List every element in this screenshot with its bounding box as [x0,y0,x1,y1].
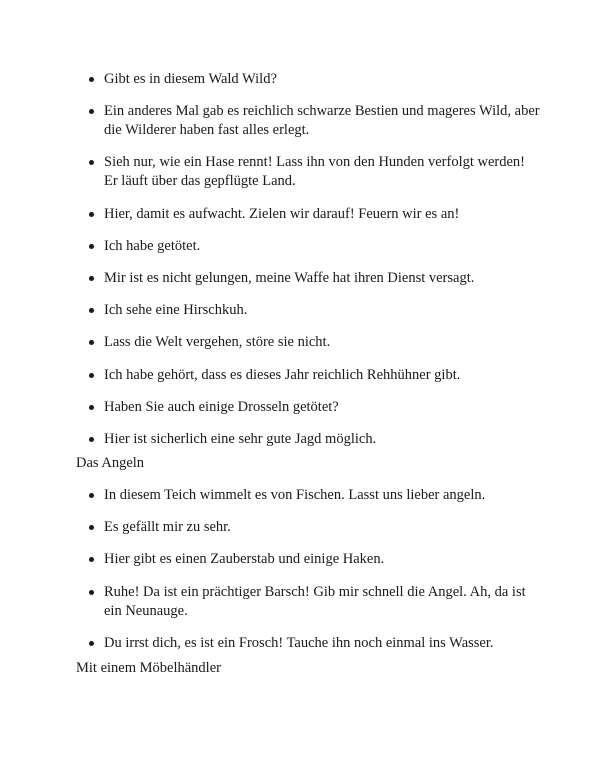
list-item [76,70,540,89]
list-item [76,205,540,224]
bullet-icon [89,340,94,345]
list-item [76,366,540,385]
bullet-icon [89,405,94,410]
bullet-icon [89,308,94,313]
bullet-icon [89,557,94,562]
phrase-list-hunting [0,70,600,462]
list-item-text: Es gefällt mir zu sehr. [104,519,231,536]
list-item [76,153,540,191]
list-item [76,430,540,449]
list-item [76,269,540,288]
list-item-text: Haben Sie auch einige Drosseln getötet? [104,398,339,415]
list-item [76,518,540,537]
list-item-text: Du irrst dich, es ist ein Frosch! Tauche ihn noch einmal ins Wasser. [104,634,494,651]
bullet-icon [89,373,94,378]
phrase-list-fishing [0,486,600,666]
list-item-text: Ich habe gehört, dass es dieses Jahr reichlich Rehhühner gibt. [104,366,461,383]
bullet-icon [89,276,94,281]
list-item [76,550,540,569]
bullet-icon [89,77,94,82]
list-item-text: Mir ist es nicht gelungen, meine Waffe hat ihren Dienst versagt. [104,269,475,286]
list-item-text: Ruhe! Da ist ein prächtiger Barsch! Gib mir schnell die Angel. Ah, da ist ein Neunauge. [104,583,526,619]
list-item [76,237,540,256]
bullet-icon [89,160,94,165]
list-item-text: Gibt es in diesem Wald Wild? [104,71,277,87]
bullet-icon [89,109,94,114]
list-item [76,301,540,320]
section-heading-moebelhaendler: Mit einem Möbelhändler [76,660,221,676]
list-item-text: Lass die Welt vergehen, störe sie nicht. [104,334,331,351]
list-item [76,634,540,653]
list-item-text: Ich habe getötet. [104,237,201,254]
bullet-icon [89,212,94,217]
section-heading-angeln: Das Angeln [76,455,145,471]
bullet-icon [89,437,94,442]
bullet-icon [89,641,94,646]
list-item-text: Ein anderes Mal gab es reichlich schwarze Bestien und mageres Wild, aber die Wilderer haben fast alles erlegt. [104,103,540,139]
list-item [76,486,540,505]
list-item-text: Hier ist sicherlich eine sehr gute Jagd möglich. [104,430,377,447]
bullet-icon [89,244,94,249]
list-item [76,102,540,140]
list-item [76,583,540,621]
list-item-text: Hier, damit es aufwacht. Zielen wir darauf! Feuern wir es an! [104,205,460,222]
list-item-text: Ich sehe eine Hirschkuh. [104,302,248,319]
list-item [76,333,540,352]
bullet-icon [89,525,94,530]
bullet-icon [89,493,94,498]
bullet-icon [89,590,94,595]
list-item-text: Hier gibt es einen Zauberstab und einige Haken. [104,551,385,568]
list-item-text: Sieh nur, wie ein Hase rennt! Lass ihn von den Hunden verfolgt werden! Er läuft über das gepflügte Land. [104,154,526,190]
list-item-text: In diesem Teich wimmelt es von Fischen. Lasst uns lieber angeln. [104,487,486,503]
list-item [76,398,540,417]
